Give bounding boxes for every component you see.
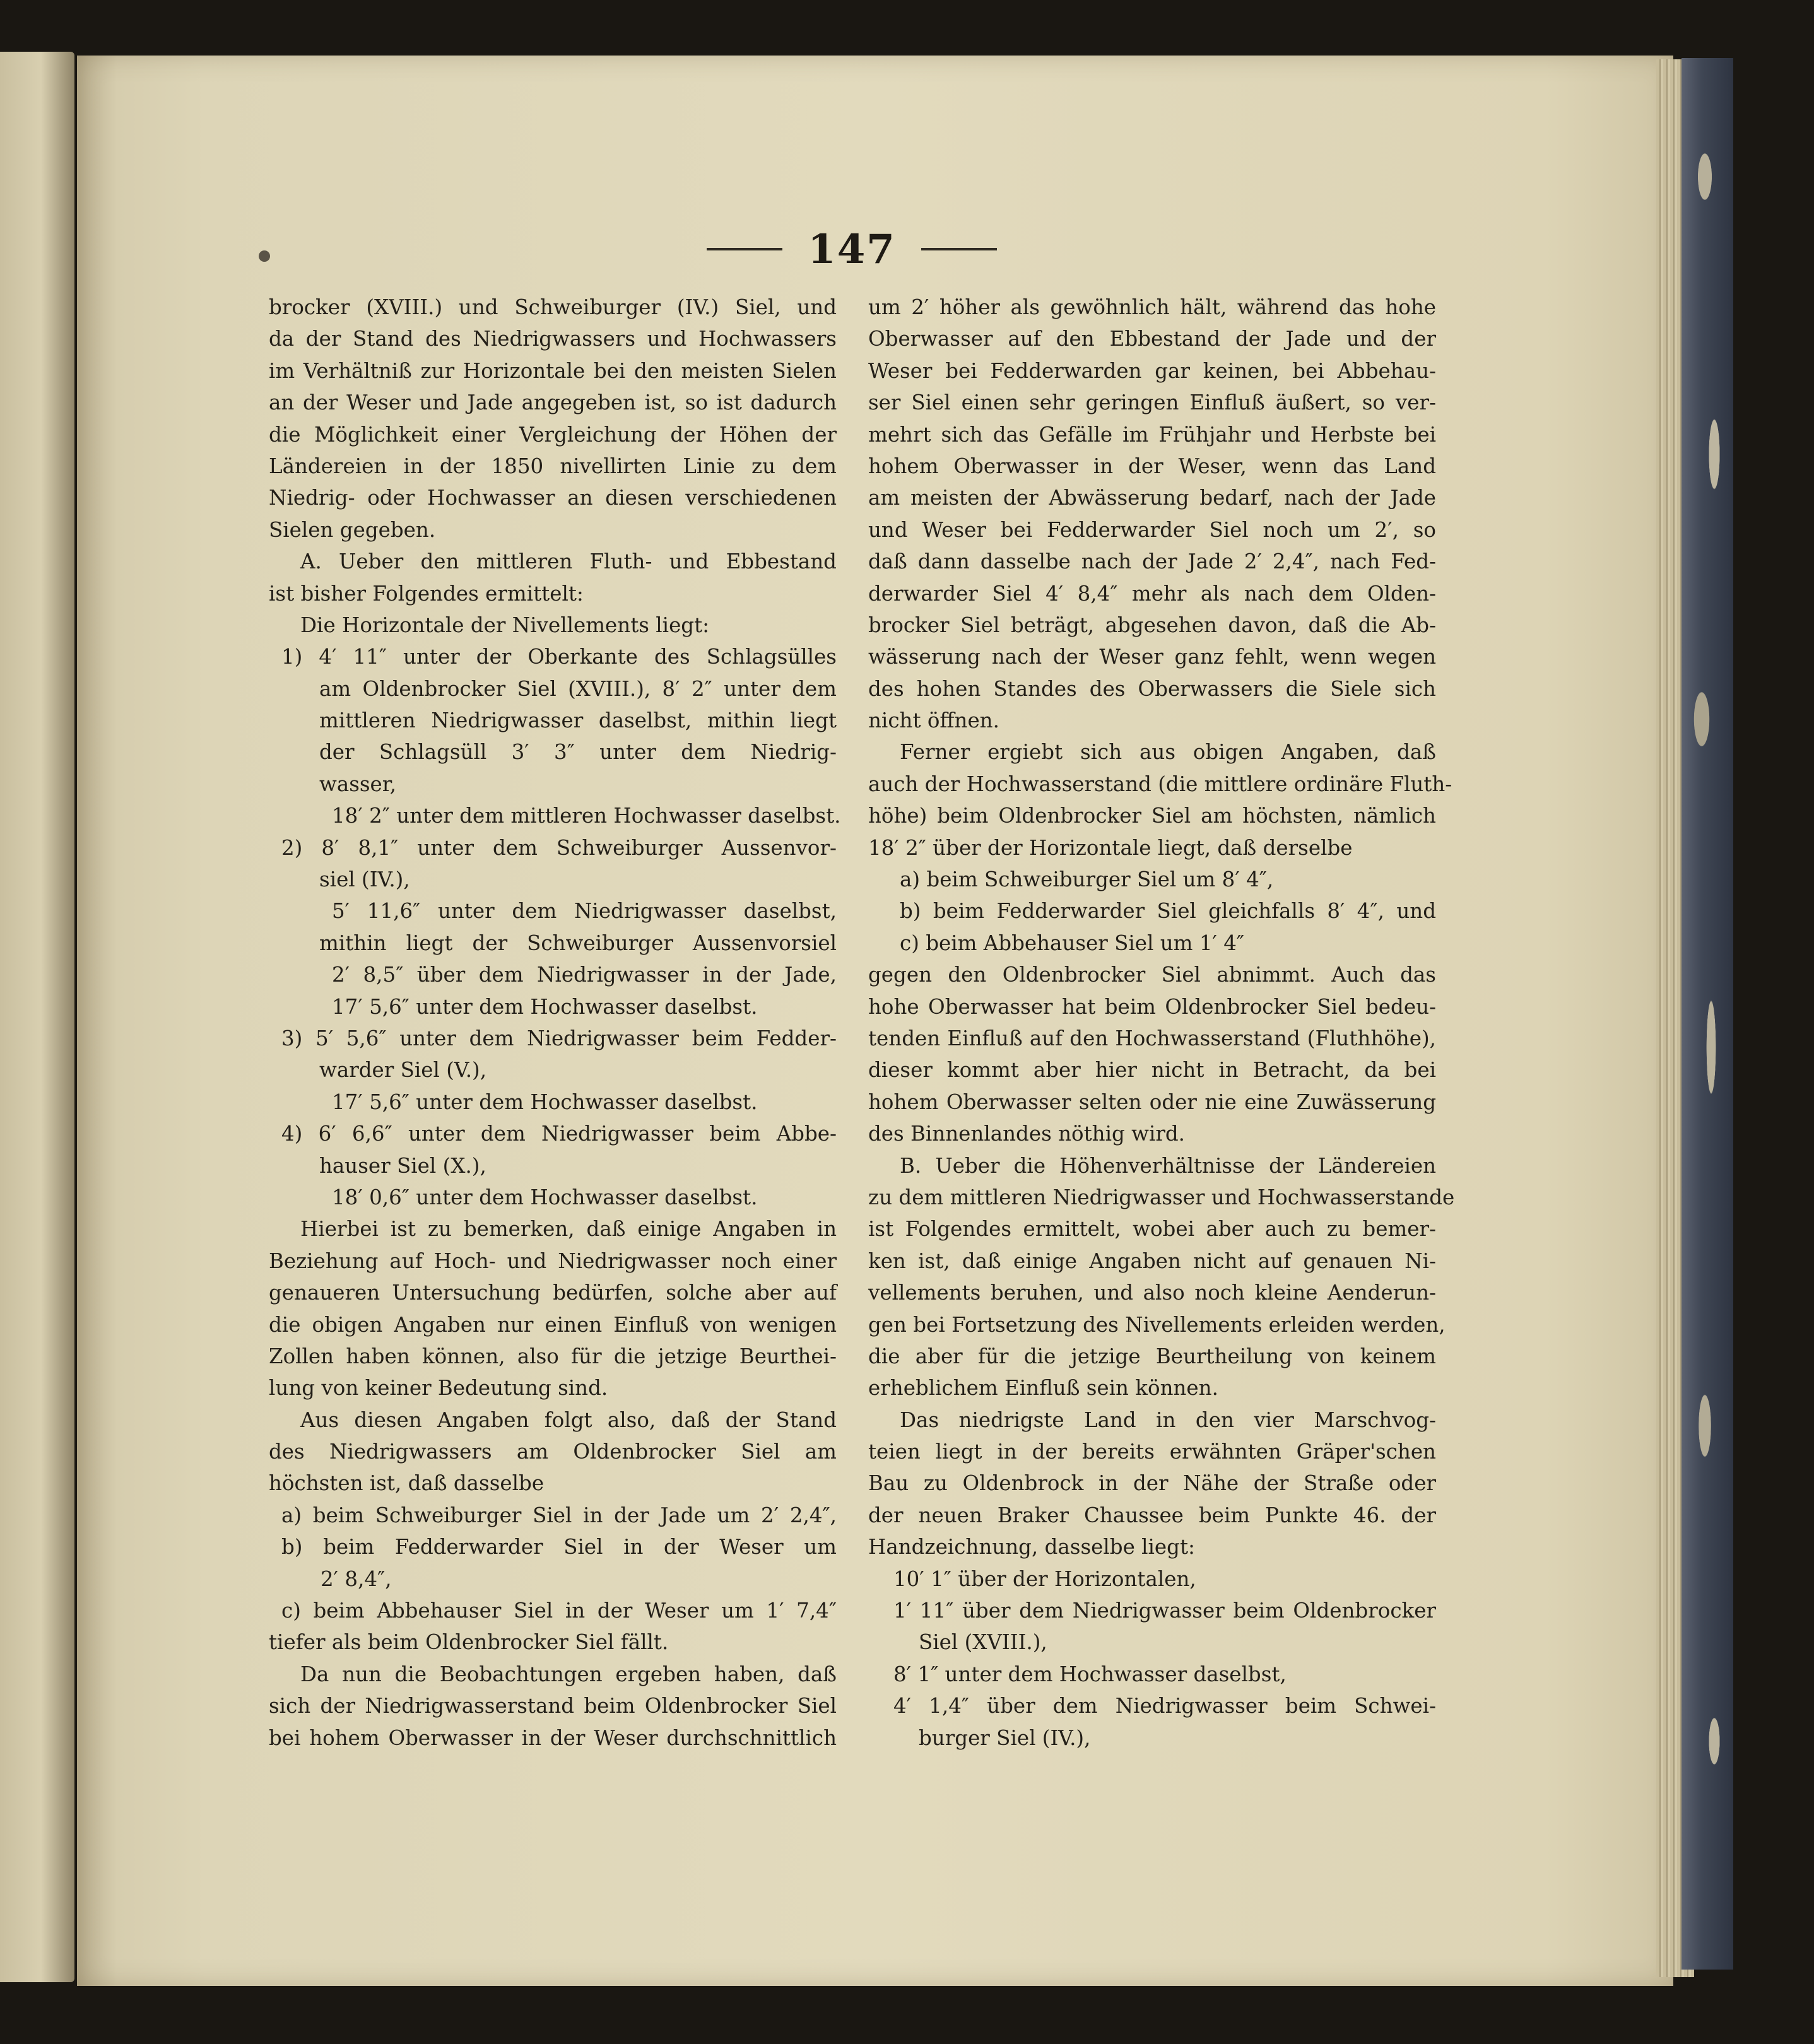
header-rule-right <box>921 248 997 250</box>
text-line: wässerung nach der Weser ganz fehlt, wenn wegen <box>868 645 1436 669</box>
cover-wear-spots <box>1686 101 1730 1930</box>
text-line: a) beim Schweiburger Siel um 8′ 4″, <box>900 867 1274 892</box>
text-line: der neuen Braker Chaussee beim Punkte 46. der <box>868 1503 1436 1527</box>
text-line: hohem Oberwasser selten oder nie eine Zuwässerung <box>868 1090 1436 1114</box>
text-line: gen bei Fortsetzung des Nivellements erleiden werden, <box>868 1312 1446 1337</box>
text-line: 17′ 5,6″ unter dem Hochwasser daselbst. <box>332 994 758 1019</box>
text-line: mehrt sich das Gefälle im Frühjahr und Herbste bei <box>868 422 1436 447</box>
text-line: 1) 4′ 11″ unter der Oberkante des Schlagsülles <box>281 645 837 669</box>
text-line: Das niedrigste Land in den vier Marschvog- <box>900 1407 1436 1432</box>
text-line: des hohen Standes des Oberwassers die Siele sich <box>868 676 1436 701</box>
text-line: Die Horizontale der Nivellements liegt: <box>300 613 710 637</box>
text-line: sich der Niedrigwasserstand beim Oldenbrocker Siel <box>269 1694 837 1718</box>
text-line: 4) 6′ 6,6″ unter dem Niedrigwasser beim Abbe- <box>281 1122 837 1146</box>
text-line: c) beim Abbehauser Siel um 1′ 4″ <box>900 931 1245 955</box>
text-line: und Weser bei Fedderwarder Siel noch um 2′, so <box>868 517 1436 542</box>
text-line: c) beim Abbehauser Siel in der Weser um 1′ 7,4″ <box>281 1599 837 1623</box>
text-line: 18′ 2″ über der Horizontale liegt, daß derselbe <box>868 835 1353 860</box>
text-line: burger Siel (IV.), <box>919 1725 1091 1750</box>
header-rule-left <box>707 248 782 250</box>
text-line: Siel (XVIII.), <box>919 1630 1047 1655</box>
text-line: Da nun die Beobachtungen ergeben haben, daß <box>300 1662 837 1686</box>
text-line: nicht öffnen. <box>868 708 999 733</box>
text-line: erheblichem Einfluß sein können. <box>868 1376 1218 1401</box>
text-line: um 2′ höher als gewöhnlich hält, während das hohe <box>868 295 1436 319</box>
text-line: Handzeichnung, dasselbe liegt: <box>868 1535 1195 1559</box>
text-line: Oberwasser auf den Ebbestand der Jade und der <box>868 327 1436 351</box>
text-line: hohem Oberwasser in der Weser, wenn das Land <box>868 454 1436 478</box>
text-line: warder Siel (V.), <box>319 1058 487 1083</box>
text-line: 5′ 11,6″ unter dem Niedrigwasser daselbst, <box>332 899 837 924</box>
text-line: am meisten der Abwässerung bedarf, nach der Jade <box>868 486 1436 510</box>
page-header <box>694 224 1010 274</box>
text-line: lung von keiner Bedeutung sind. <box>269 1376 608 1401</box>
text-line: 2) 8′ 8,1″ unter dem Schweiburger Aussenvor- <box>281 835 837 860</box>
text-line: 2′ 8,5″ über dem Niedrigwasser in der Jade, <box>332 963 837 987</box>
text-line: bei hohem Oberwasser in der Weser durchschnittlich <box>269 1725 837 1750</box>
text-line: 10′ 1″ über der Horizontalen, <box>893 1566 1196 1591</box>
text-line: A. Ueber den mittleren Fluth- und Ebbestand <box>300 549 837 574</box>
page-number: 147 <box>808 225 896 273</box>
text-line: genaueren Untersuchung bedürfen, solche aber auf <box>269 1281 837 1305</box>
text-line: a) beim Schweiburger Siel in der Jade um 2′ 2,4″, <box>281 1503 837 1527</box>
text-line: siel (IV.), <box>319 867 410 892</box>
text-line: mithin liegt der Schweiburger Aussenvorsiel <box>319 931 837 955</box>
text-line: an der Weser und Jade angegeben ist, so ist dadurch <box>269 391 837 415</box>
text-line: Sielen gegeben. <box>269 517 436 542</box>
text-line: b) beim Fedderwarder Siel gleichfalls 8′ 4″, und <box>900 899 1436 924</box>
text-line: Hierbei ist zu bemerken, daß einige Angaben in <box>300 1217 837 1242</box>
text-line: 17′ 5,6″ unter dem Hochwasser daselbst. <box>332 1090 758 1114</box>
text-line: ser Siel einen sehr geringen Einfluß äußert, so ver- <box>868 391 1436 415</box>
right-text-column <box>868 291 1455 1754</box>
text-line: B. Ueber die Höhenverhältnisse der Ländereien <box>900 1153 1436 1178</box>
text-line: mittleren Niedrigwasser daselbst, mithin liegt <box>319 708 837 733</box>
text-line: Beziehung auf Hoch- und Niedrigwasser noch einer <box>269 1248 837 1273</box>
text-line: gegen den Oldenbrocker Siel abnimmt. Auch das <box>868 963 1436 987</box>
text-line: derwarder Siel 4′ 8,4″ mehr als nach dem Olden- <box>868 581 1436 606</box>
text-line: Niedrig- oder Hochwasser an diesen verschiedenen <box>269 486 837 510</box>
text-line: ken ist, daß einige Angaben nicht auf genauen Ni- <box>868 1248 1436 1273</box>
text-line: tenden Einfluß auf den Hochwasserstand (Fluthhöhe), <box>868 1026 1436 1050</box>
facing-page-edge <box>0 52 74 1982</box>
text-line: daß dann dasselbe nach der Jade 2′ 2,4″, nach Fed- <box>868 549 1436 574</box>
text-line: da der Stand des Niedrigwassers und Hochwassers <box>269 327 837 351</box>
text-line: auch der Hochwasserstand (die mittlere ordinäre Fluth- <box>868 772 1452 796</box>
text-line: am Oldenbrocker Siel (XVIII.), 8′ 2″ unter dem <box>319 676 837 701</box>
text-line: Aus diesen Angaben folgt also, daß der Stand <box>300 1407 837 1432</box>
text-line: die aber für die jetzige Beurtheilung von keinem <box>868 1344 1436 1368</box>
text-line: ist Folgendes ermittelt, wobei aber auch zu bemer- <box>868 1217 1436 1242</box>
text-line: 4′ 1,4″ über dem Niedrigwasser beim Schwei- <box>893 1694 1436 1718</box>
text-line: im Verhältniß zur Horizontale bei den meisten Sielen <box>269 358 837 383</box>
text-line: b) beim Fedderwarder Siel in der Weser um <box>281 1535 837 1559</box>
text-line: vellements beruhen, und also noch kleine Aenderun- <box>868 1281 1436 1305</box>
text-line: höhe) beim Oldenbrocker Siel am höchsten, nämlich <box>868 804 1436 828</box>
text-line: tiefer als beim Oldenbrocker Siel fällt. <box>269 1630 669 1655</box>
text-line: teien liegt in der bereits erwähnten Gräper'schen <box>868 1440 1436 1464</box>
text-line: brocker Siel beträgt, abgesehen davon, daß die Ab- <box>868 613 1436 637</box>
text-line: zu dem mittleren Niedrigwasser und Hochwasserstande <box>868 1185 1455 1209</box>
text-line: hohe Oberwasser hat beim Oldenbrocker Siel bedeu- <box>868 994 1436 1019</box>
text-line: des Niedrigwassers am Oldenbrocker Siel am <box>269 1440 837 1464</box>
text-line: wasser, <box>319 772 397 796</box>
text-line: 3) 5′ 5,6″ unter dem Niedrigwasser beim Fedder- <box>281 1026 837 1050</box>
text-line: Zollen haben können, also für die jetzige Beurthei- <box>269 1344 837 1368</box>
text-line: hauser Siel (X.), <box>319 1153 486 1178</box>
text-line: des Binnenlandes nöthig wird. <box>868 1122 1186 1146</box>
text-line: 1′ 11″ über dem Niedrigwasser beim Oldenbrocker <box>893 1599 1436 1623</box>
text-line: Ferner ergiebt sich aus obigen Angaben, daß <box>900 740 1436 765</box>
text-line: die Möglichkeit einer Vergleichung der Höhen der <box>269 422 837 447</box>
left-text-column <box>269 291 841 1754</box>
ink-dot <box>259 250 270 262</box>
text-line: ist bisher Folgendes ermittelt: <box>269 581 584 606</box>
text-line: Weser bei Fedderwarden gar keinen, bei Abbehau- <box>868 358 1436 383</box>
text-line: Bau zu Oldenbrock in der Nähe der Straße oder <box>868 1471 1436 1496</box>
text-line: 2′ 8,4″, <box>321 1566 392 1591</box>
text-line: Ländereien in der 1850 nivellirten Linie zu dem <box>269 454 837 478</box>
text-line: die obigen Angaben nur einen Einfluß von wenigen <box>269 1312 837 1337</box>
text-line: höchsten ist, daß dasselbe <box>269 1471 545 1496</box>
text-line: 18′ 0,6″ unter dem Hochwasser daselbst. <box>332 1185 758 1209</box>
text-line: 8′ 1″ unter dem Hochwasser daselbst, <box>893 1662 1287 1686</box>
text-line: dieser kommt aber hier nicht in Betracht, da bei <box>868 1058 1436 1083</box>
text-line: brocker (XVIII.) und Schweiburger (IV.) Siel, und <box>269 295 837 319</box>
text-line: 18′ 2″ unter dem mittleren Hochwasser daselbst. <box>332 804 841 828</box>
text-line: der Schlagsüll 3′ 3″ unter dem Niedrig- <box>319 740 837 765</box>
